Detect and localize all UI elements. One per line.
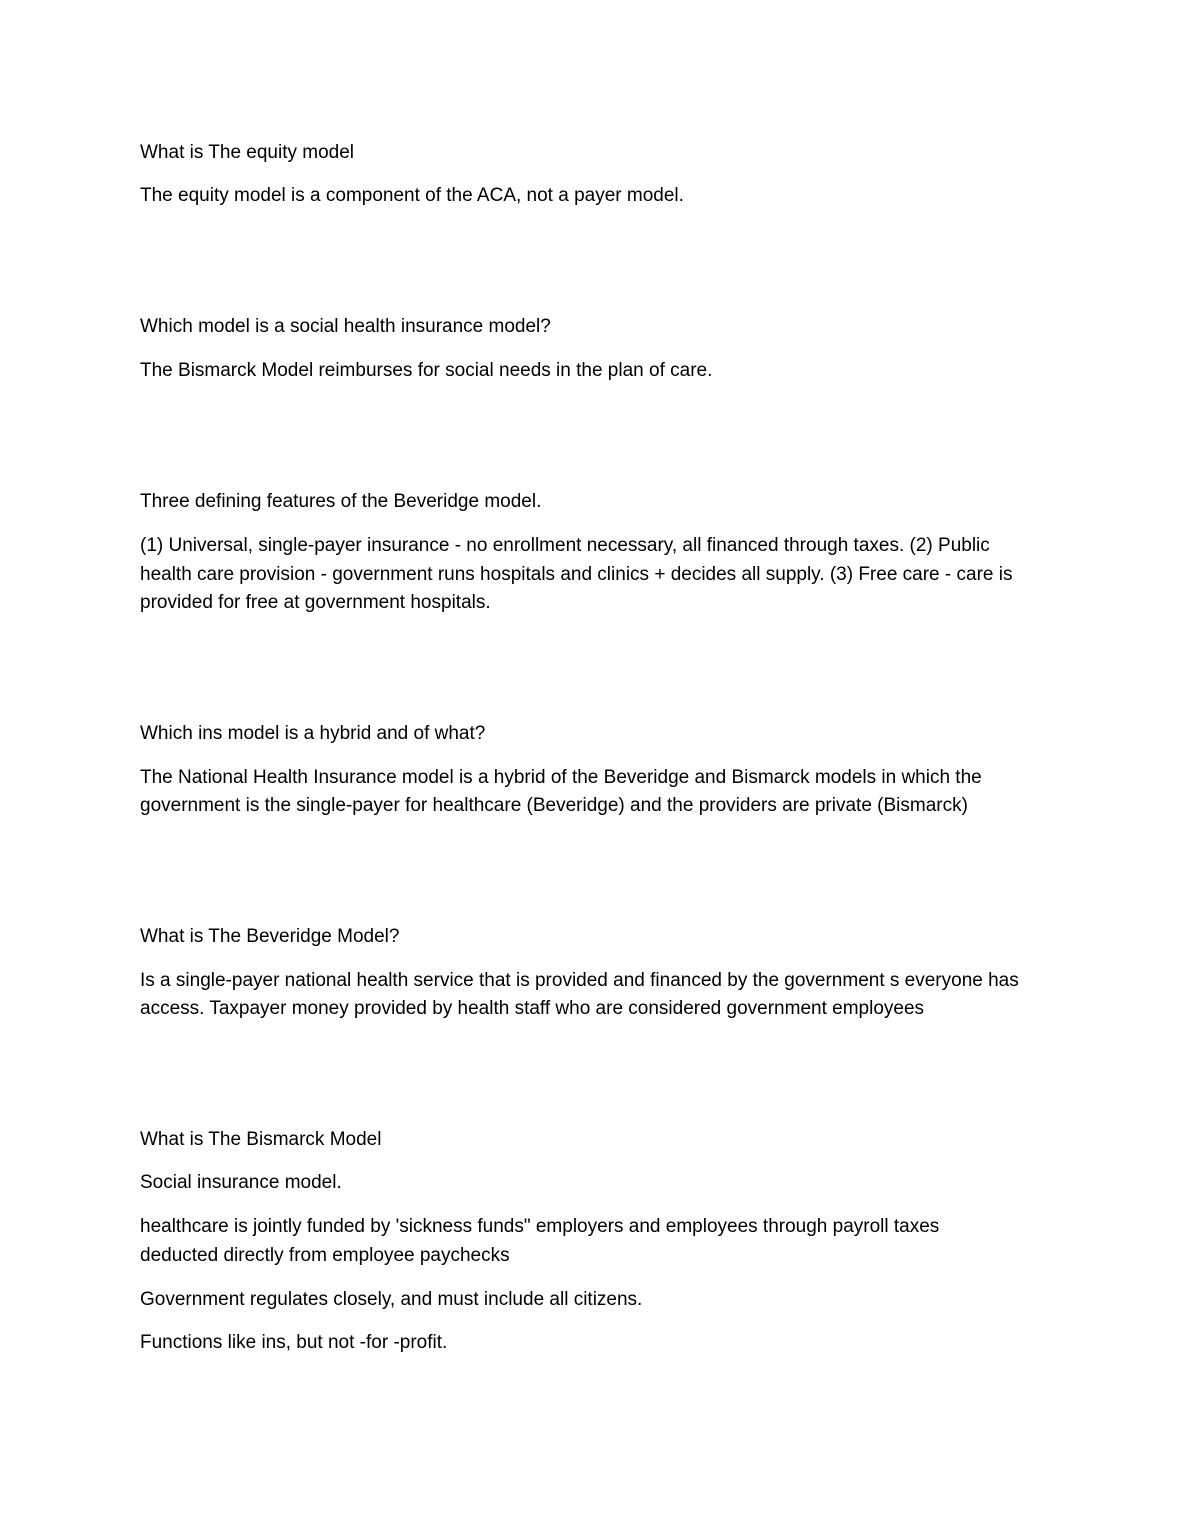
answer-beveridge-features-line-1: (1) Universal, single-payer insurance - no enrollment necessary, all financed through taxes. (2) Public — [140, 535, 990, 556]
answer-bismarck-model-3: Government regulates closely, and must include all citizens. — [140, 1289, 643, 1310]
question-hybrid-model: Which ins model is a hybrid and of what? — [140, 723, 486, 744]
question-beveridge-features: Three defining features of the Beveridge model. — [140, 491, 542, 512]
answer-equity-model: The equity model is a component of the ACA, not a payer model. — [140, 185, 684, 206]
answer-bismarck-model-2-line-2: deducted directly from employee paychecks — [140, 1245, 510, 1266]
answer-bismarck-model-4: Functions like ins, but not -for -profit. — [140, 1332, 448, 1353]
answer-social-health-insurance: The Bismarck Model reimburses for social needs in the plan of care. — [140, 360, 713, 381]
answer-hybrid-model-line-2: government is the single-payer for healthcare (Beveridge) and the providers are private (Bismarck) — [140, 795, 968, 816]
question-equity-model: What is The equity model — [140, 142, 355, 163]
answer-bismarck-model-1: Social insurance model. — [140, 1172, 342, 1193]
answer-hybrid-model-line-1: The National Health Insurance model is a hybrid of the Beveridge and Bismarck models in which the — [140, 767, 982, 788]
answer-beveridge-features-line-3: provided for free at government hospitals. — [140, 592, 491, 613]
question-beveridge-model: What is The Beveridge Model? — [140, 926, 400, 947]
question-bismarck-model: What is The Bismarck Model — [140, 1129, 382, 1150]
question-social-health-insurance: Which model is a social health insurance model? — [140, 316, 551, 337]
answer-beveridge-model-line-1: Is a single-payer national health service that is provided and financed by the government s everyone has — [140, 970, 1019, 991]
answer-beveridge-features-line-2: health care provision - government runs hospitals and clinics + decides all supply. (3) Free care - care is — [140, 564, 1013, 585]
answer-beveridge-model-line-2: access. Taxpayer money provided by health staff who are considered government employees — [140, 998, 925, 1019]
answer-bismarck-model-2-line-1: healthcare is jointly funded by 'sickness funds" employers and employees through payroll taxes — [140, 1216, 940, 1237]
